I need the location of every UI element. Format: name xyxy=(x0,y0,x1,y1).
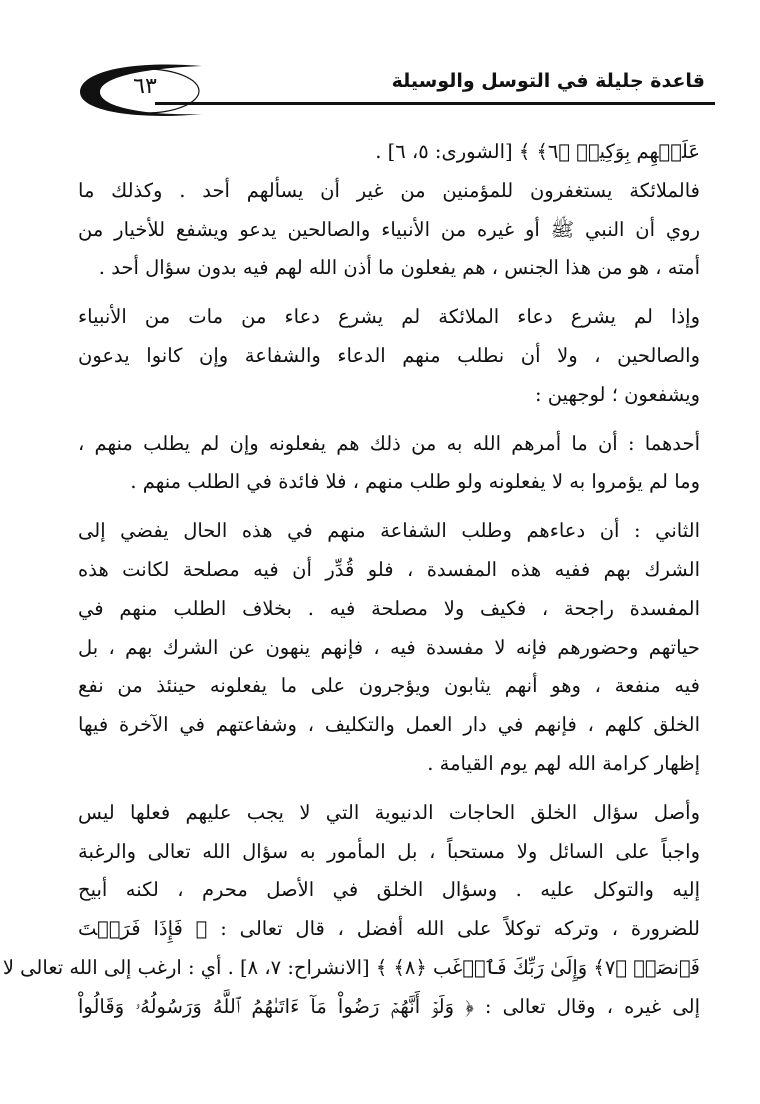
text-line: أمته ، هو من هذا الجنس ، هم يفعلون ما أذن الله لهم فيه بدون سؤال أحد . xyxy=(98,256,700,280)
paragraph xyxy=(78,512,700,784)
text-line: المفسدة راجحة ، فكيف ولا مصلحة فيه . بخلاف الطلب منهم في xyxy=(78,596,700,620)
text-line: روي أن النبي ﷺ أو غيره من الأنبياء والصالحين يدعو ويشفع للأخيار من xyxy=(78,217,700,241)
text-line: وما لم يؤمروا به لا يفعلونه ولو طلب منهم ، فلا فائدة في الطلب منهم . xyxy=(130,470,700,494)
book-title: قاعدة جليلة في التوسل والوسيلة xyxy=(391,70,705,92)
text-line: الخلق كلهم ، فإنهم في دار العمل والتكليف ، وشفاعتهم في الآخرة فيها xyxy=(78,713,700,737)
text-line: حياتهم وحضورهم فإنه لا مفسدة فيه ، فإنهم ينهون عن الشرك بهم ، بل xyxy=(78,635,700,659)
paragraph xyxy=(78,172,700,288)
text-line: فالملائكة يستغفرون للمؤمنين من غير أن يسألهم أحد . وكذلك ما xyxy=(78,178,700,202)
page-number: ٦٣ xyxy=(133,74,157,99)
page-number-badge xyxy=(70,62,208,120)
text-line: والصالحين ، ولا أن نطلب منهم الدعاء والشفاعة وإن كانوا يدعون xyxy=(78,343,700,367)
text-line: أحدهما : أن ما أمرهم الله به من ذلك هم يفعلونه وإن لم يطلب منهم ، xyxy=(78,431,700,455)
text-line: إليه والتوكل عليه . وسؤال الخلق في الأصل محرم ، لكنه أبيح xyxy=(78,878,700,902)
paragraph-quran-reference xyxy=(78,133,700,172)
text-line: الشرك بهم ففيه هذه المفسدة ، فلو قُدِّر أن فيه مصلحة لكانت هذه xyxy=(78,557,700,581)
page-body xyxy=(2,133,700,1027)
text-line: وأصل سؤال الخلق الحاجات الدنيوية التي لا يجب عليهم فعلها ليس xyxy=(78,800,700,824)
paragraph xyxy=(78,425,700,503)
text-line: واجباً على السائل ولا مستحباً ، بل المأمور به سؤال الله تعالى والرغبة xyxy=(78,839,700,863)
text-line: إلى غيره ، وقال تعالى : ﴿ وَلَوۡ أَنَّهُمۡ رَضُواْ مَآ ءَاتَىٰهُمُ ٱللَّهُ وَرَسُولُهُۥ وَقَالُواْ xyxy=(78,994,700,1018)
header-divider xyxy=(155,102,715,105)
paragraph-gap xyxy=(78,288,700,298)
text-line: ويشفعون ؛ لوجهين : xyxy=(534,382,700,406)
paragraph-gap xyxy=(78,415,700,425)
text-line: للضرورة ، وتركه توكلاً على الله أفضل ، قال تعالى : ﴿ فَإِذَا فَرَغۡتَ xyxy=(78,917,700,941)
paragraph xyxy=(2,794,700,1027)
text-line: فيه منفعة ، وهو أنهم يثابون ويؤجرون على ما يفعلونه حينئذ من نفع xyxy=(78,674,700,698)
paragraph-gap xyxy=(78,502,700,512)
text-line: عَلَيۡهِم بِوَكِيلٖ ﴿٦﴾ ﴾ [الشورى: ٥، ٦] . xyxy=(375,140,700,163)
text-line: الثاني : أن دعاءهم وطلب الشفاعة منهم في هذه الحال يفضي إلى xyxy=(78,519,700,543)
running-header xyxy=(70,62,715,122)
paragraph-gap xyxy=(78,784,700,794)
text-line: فَٱنصَبۡ ﴿٧﴾ وَإِلَىٰ رَبِّكَ فَٱرۡغَب ﴿٨﴾ ﴾ [الانشراح: ٧، ٨] . أي : ارغب إلى الله تعالى لا xyxy=(2,955,700,979)
text-line: وإذا لم يشرع دعاء الملائكة لم يشرع دعاء من مات من الأنبياء xyxy=(78,305,700,329)
text-line: إظهار كرامة الله لهم يوم القيامة . xyxy=(427,751,700,775)
paragraph xyxy=(78,298,700,414)
